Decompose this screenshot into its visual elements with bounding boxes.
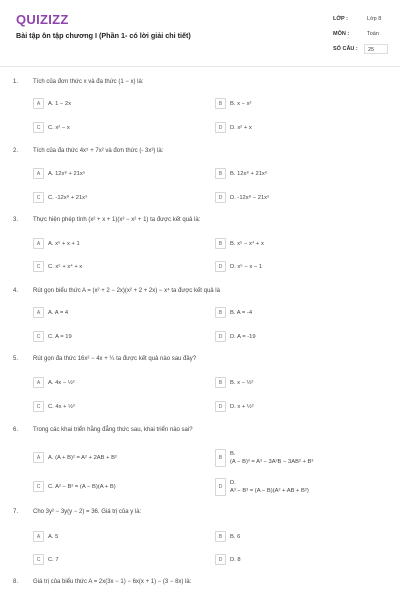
option-text: D. x + ½²	[230, 403, 254, 410]
answer-option-a[interactable]	[33, 306, 68, 319]
answer-option-d[interactable]	[215, 121, 252, 134]
option-letter-box: A	[33, 98, 44, 109]
option-text: D. -12x⁸ − 21x⁵	[230, 194, 270, 201]
answer-option-d[interactable]	[215, 553, 241, 566]
meta-value-class: Lớp 8	[367, 16, 382, 22]
meta-value-subject: Toán	[367, 31, 379, 37]
option-letter-box: A	[33, 168, 44, 179]
option-letter-box: A	[33, 377, 44, 388]
option-text: A. 1 − 2x	[48, 100, 72, 107]
answer-option-b[interactable]	[215, 376, 253, 389]
answer-option-d[interactable]	[215, 260, 262, 273]
answer-option-b[interactable]	[215, 167, 267, 180]
option-text: B. 12x⁸ + 21x⁶	[230, 170, 268, 177]
option-letter-box: B	[215, 98, 226, 109]
question-number: 4.	[13, 288, 19, 294]
answer-option-b[interactable]	[215, 237, 264, 250]
answer-option-c[interactable]	[33, 553, 59, 566]
meta-label-count: SỐ CÂU :	[333, 46, 358, 52]
option-letter-box: A	[33, 238, 44, 249]
answer-option-a[interactable]	[33, 530, 58, 543]
question-number: 8.	[13, 579, 19, 585]
option-letter-box: C	[33, 554, 44, 565]
option-text: A. (A + B)² = A² + 2AB + B²	[48, 454, 117, 461]
option-letter-box: D	[215, 122, 226, 133]
answer-option-b[interactable]	[215, 448, 313, 468]
question-text: Rút gọn biểu thức A = (x² + 2 − 2x)(x² + 2 + 2x) − x⁴ ta được kết quả là	[33, 288, 220, 294]
question-text: Tích của đa thức 4x⁵ + 7x² và đơn thức (- 3x³) là:	[33, 148, 164, 154]
answer-option-d[interactable]	[215, 400, 254, 413]
answer-option-d[interactable]	[215, 330, 256, 343]
question-text: Trong các khai triển hằng đẳng thức sau, khai triển nào sai?	[33, 427, 193, 433]
answer-option-a[interactable]	[33, 237, 80, 250]
question-text: Rút gọn đa thức 16x² − 4x + ¼ ta được kết quả nào sau đây?	[33, 356, 197, 362]
question-text: Tích của đơn thức x và đa thức (1 − x) là:	[33, 79, 144, 85]
option-text: D. A = -19	[230, 333, 256, 340]
question-number: 6.	[13, 427, 19, 433]
option-text: C. 7	[48, 556, 59, 563]
option-text: C. A² − B² = (A − B)(A + B)	[48, 483, 116, 490]
option-letter-box: D	[215, 554, 226, 565]
option-text: B. A = -4	[230, 309, 253, 316]
option-letter-box: B	[215, 449, 226, 467]
option-letter-box: A	[33, 452, 44, 463]
answer-option-b[interactable]	[215, 97, 251, 110]
option-text: A. 5	[48, 533, 59, 540]
option-letter-box: C	[33, 401, 44, 412]
quizizz-logo: QUIZIZZ	[16, 12, 69, 27]
option-letter-box: B	[215, 531, 226, 542]
option-text: A. 12x⁸ + 21x⁵	[48, 170, 86, 177]
option-letter-box: D	[215, 401, 226, 412]
option-letter-box: A	[33, 531, 44, 542]
option-text: B. x − ½²	[230, 379, 254, 386]
option-text: A. x⁵ + x + 1	[48, 240, 80, 247]
option-text: B. x⁵ − x⁴ + x	[230, 240, 264, 247]
question-text: Giá trị của biểu thức A = 2x(3x − 1) − 6x(x + 1) − (3 − 8x) là:	[33, 579, 192, 585]
option-text: A. A = 4	[48, 309, 69, 316]
worksheet-title: Bài tập ôn tập chương I (Phần 1- có lời giải chi tiết)	[16, 31, 191, 40]
question-number: 7.	[13, 509, 19, 515]
answer-option-b[interactable]	[215, 306, 252, 319]
answer-option-a[interactable]	[33, 451, 117, 464]
meta-value-count: 25	[364, 44, 388, 54]
option-letter-box: B	[215, 307, 226, 318]
answer-option-a[interactable]	[33, 97, 71, 110]
answer-option-b[interactable]	[215, 530, 240, 543]
option-letter-box: C	[33, 331, 44, 342]
answer-option-c[interactable]	[33, 400, 75, 413]
option-text: C. A = 19	[48, 333, 72, 340]
answer-option-c[interactable]	[33, 260, 82, 273]
option-text: C. 4x + ½²	[48, 403, 75, 410]
question-number: 3.	[13, 217, 19, 223]
answer-option-a[interactable]	[33, 376, 75, 389]
option-letter-box: C	[33, 122, 44, 133]
answer-option-d[interactable]	[215, 191, 270, 204]
option-text: C. x⁵ + x⁴ + x	[48, 263, 83, 270]
answer-option-c[interactable]	[33, 480, 116, 493]
option-letter-box: C	[33, 261, 44, 272]
option-letter-box: B	[215, 238, 226, 249]
answer-option-a[interactable]	[33, 167, 85, 180]
meta-label-subject: MÔN :	[333, 31, 350, 37]
question-number: 5.	[13, 356, 19, 362]
option-letter-box: B	[215, 377, 226, 388]
option-letter-box: A	[33, 307, 44, 318]
option-letter-box: D	[215, 478, 226, 496]
option-text: B. x − x²	[230, 100, 252, 107]
header-divider	[0, 66, 400, 67]
answer-option-c[interactable]	[33, 330, 72, 343]
question-text: Thực hiện phép tính (x² + x + 1)(x³ − x² + 1) ta được kết quả là:	[33, 217, 201, 223]
option-text: B. 6	[230, 533, 241, 540]
answer-option-c[interactable]	[33, 191, 88, 204]
option-text: B. (A − B)³ = A³ − 3A²B − 3AB² + B³	[230, 451, 314, 465]
option-letter-box: D	[215, 331, 226, 342]
option-letter-box: C	[33, 481, 44, 492]
option-text: D. x² + x	[230, 124, 252, 131]
option-letter-box: B	[215, 168, 226, 179]
option-text: D. A³ − B³ = (A − B)(A² + AB + B²)	[230, 480, 309, 494]
option-text: C. -12x⁸ + 21x⁵	[48, 194, 88, 201]
question-number: 2.	[13, 148, 19, 154]
worksheet-header	[0, 0, 400, 66]
option-letter-box: D	[215, 261, 226, 272]
option-text: A. 4x − ½²	[48, 379, 75, 386]
meta-label-class: LỚP :	[333, 16, 348, 22]
question-text: Cho 3y² − 3y(y − 2) = 36. Giá trị của y là:	[33, 509, 142, 515]
option-letter-box: C	[33, 192, 44, 203]
option-text: C. x² − x	[48, 124, 70, 131]
question-number: 1.	[13, 79, 19, 85]
option-text: D. 8	[230, 556, 241, 563]
option-text: D. x⁵ − x − 1	[230, 263, 263, 270]
answer-option-d[interactable]	[215, 477, 309, 497]
answer-option-c[interactable]	[33, 121, 70, 134]
option-letter-box: D	[215, 192, 226, 203]
